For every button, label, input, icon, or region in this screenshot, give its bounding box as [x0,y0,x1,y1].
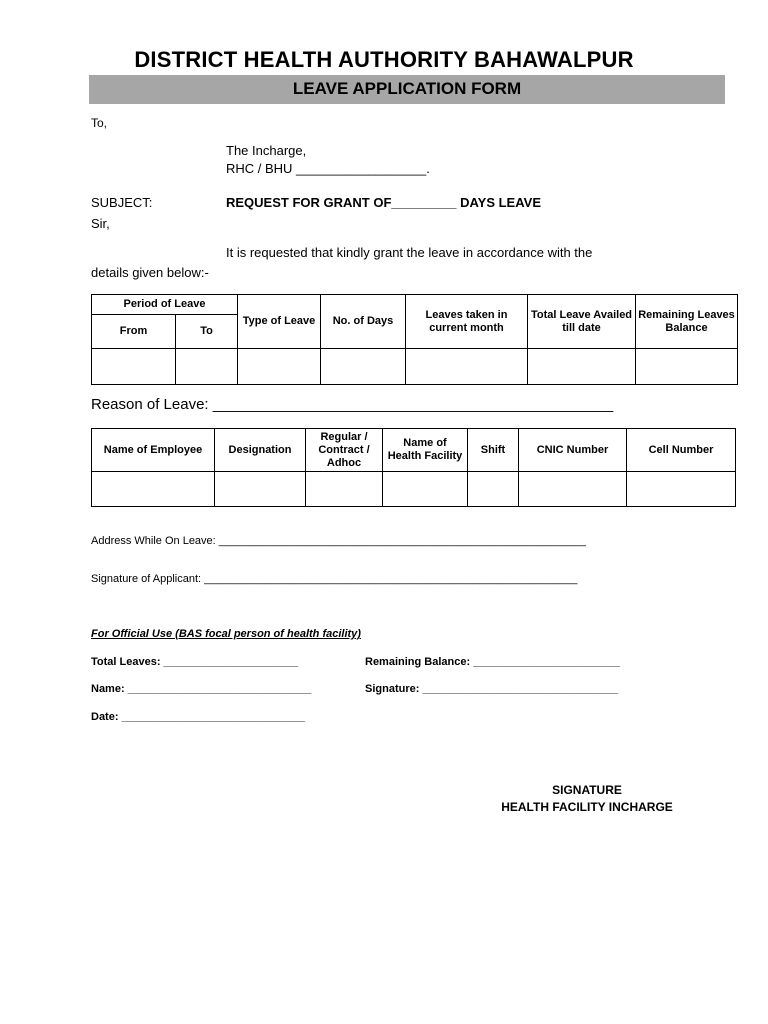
designation-header: Designation [215,429,306,472]
recipient-line2: RHC / BHU __________________. [226,161,430,176]
remaining-cell[interactable] [636,349,738,385]
official-signature-field[interactable]: Signature: ________________________________ [365,683,619,695]
shift-cell[interactable] [468,472,519,507]
from-header: From [92,315,176,349]
subject-label: SUBJECT: [91,195,153,210]
date-field[interactable]: Date: ______________________________ [91,711,306,723]
signature-label: SIGNATURE [552,783,622,797]
total-leave-header: Total Leave Availed till date [528,295,636,349]
form-title: LEAVE APPLICATION FORM [292,79,522,98]
recipient-line1: The Incharge, [226,143,307,158]
designation-cell[interactable] [215,472,306,507]
from-cell[interactable] [92,349,176,385]
subject-text: REQUEST FOR GRANT OF_________ DAYS LEAVE [226,195,541,210]
signature-of-applicant-field[interactable]: Signature of Applicant: _____________________________________________________________ [91,573,578,585]
body-line2: details given below:- [91,265,209,280]
leaves-taken-header: Leaves taken in current month [406,295,528,349]
employee-details-table [91,428,736,507]
name-cell[interactable] [92,472,215,507]
cnic-number-header: CNIC Number [519,429,627,472]
no-of-days-header: No. of Days [321,295,406,349]
facility-cell[interactable] [383,472,468,507]
cell-number-header: Cell Number [627,429,736,472]
taken-cell[interactable] [406,349,528,385]
days-cell[interactable] [321,349,406,385]
health-facility-header: Name of Health Facility [383,429,468,472]
total-leaves-field[interactable]: Total Leaves: ______________________ [91,656,299,668]
cell-number-cell[interactable] [627,472,736,507]
total-cell[interactable] [528,349,636,385]
remaining-balance-header: Remaining Leaves Balance [636,295,738,349]
leave-details-table [91,294,738,385]
official-name-field[interactable]: Name: ______________________________ [91,683,312,695]
cnic-cell[interactable] [519,472,627,507]
official-use-heading: For Official Use (BAS focal person of health facility) [91,628,361,640]
employment-status-header: Regular / Contract / Adhoc [306,429,383,472]
type-cell[interactable] [238,349,321,385]
name-of-employee-header: Name of Employee [92,429,215,472]
status-cell[interactable] [306,472,383,507]
type-of-leave-header: Type of Leave [238,295,321,349]
period-of-leave-header: Period of Leave [92,295,238,315]
address-while-on-leave-field[interactable]: Address While On Leave: ____________________________________________________________ [91,535,586,547]
body-line1: It is requested that kindly grant the leave in accordance with the [226,245,593,260]
shift-header: Shift [468,429,519,472]
health-facility-incharge-label: HEALTH FACILITY INCHARGE [501,800,673,814]
salutation: Sir, [91,216,110,231]
to-cell[interactable] [176,349,238,385]
page-title: DISTRICT HEALTH AUTHORITY BAHAWALPUR [134,47,634,72]
remaining-balance-field[interactable]: Remaining Balance: ________________________ [365,656,621,668]
reason-of-leave-field[interactable]: Reason of Leave: ________________________________________________ [91,396,614,413]
to-line: To, [91,116,108,130]
to-header: To [176,315,238,349]
